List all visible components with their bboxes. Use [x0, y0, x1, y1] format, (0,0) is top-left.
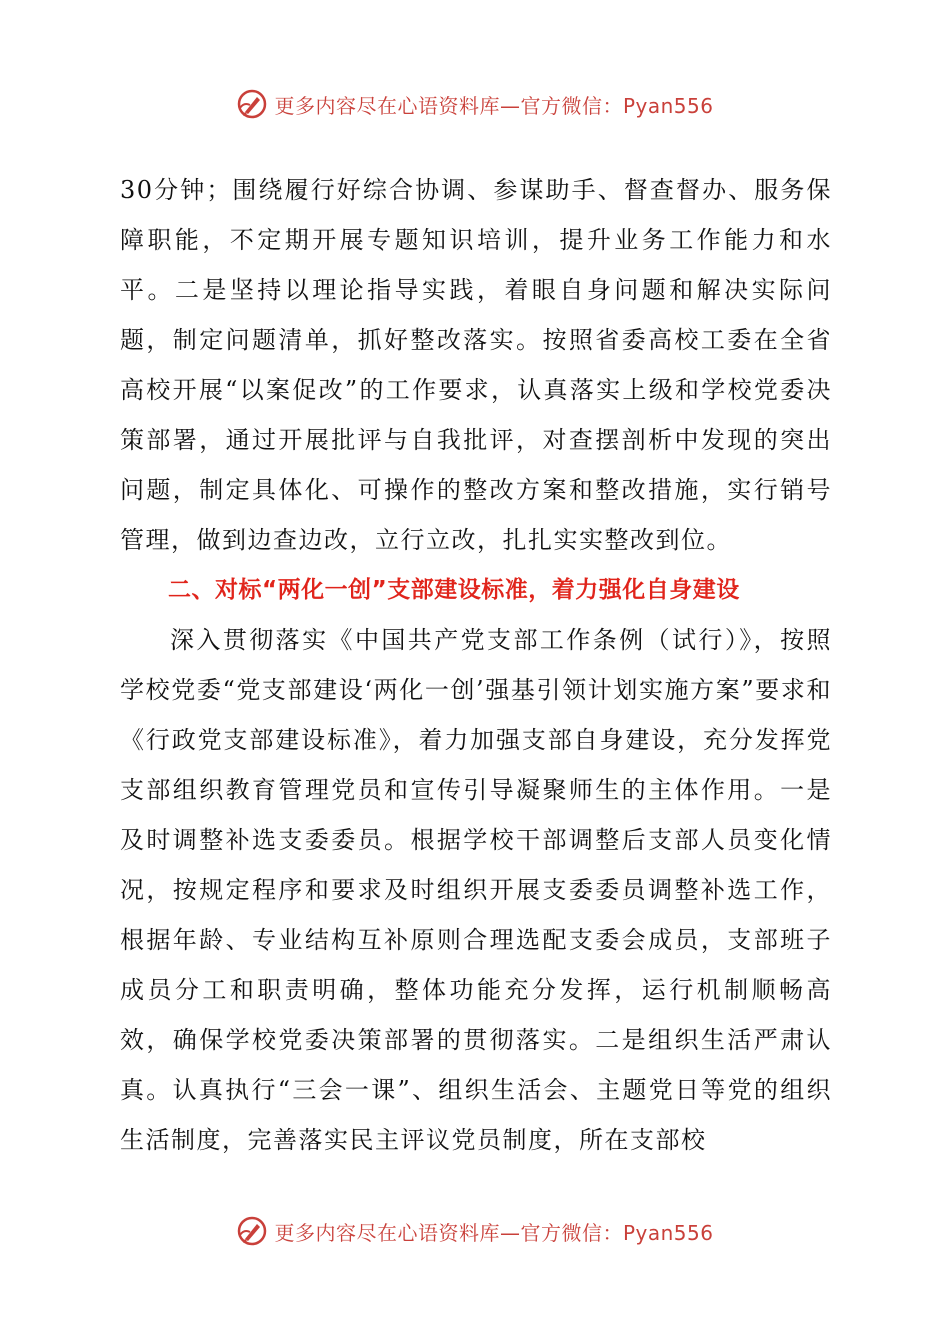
paragraph-1: 30分钟；围绕履行好综合协调、参谋助手、督查督办、服务保障职能，不定期开展专题知识培训，提升业务工作能力和水平。二是坚持以理论指导实践，着眼自身问题和解决实际问题，制定问题清单，抓好整改落实。按照省委高校工委在全省高校开展“以案促改”的工作要求，认真落实上级和学校党委决策部署，通过开展批评与自我批评，对查摆剖析中发现的突出问题，制定具体化、可操作的整改方案和整改措施，实行销号管理，做到边查边改，立行立改，扎扎实实整改到位。: [120, 176, 832, 554]
header-watermark: [0, 84, 950, 124]
footer-watermark-text: 更多内容尽在心语资料库—官方微信：Pyan556: [274, 1220, 714, 1245]
header-watermark-text: 更多内容尽在心语资料库—官方微信：Pyan556: [274, 93, 714, 118]
paragraph-2: 深入贯彻落实《中国共产党支部工作条例（试行）》，按照学校党委“党支部建设‘两化一创’强基引领计划实施方案”要求和《行政党支部建设标准》，着力加强支部自身建设，充分发挥党支部组织教育管理党员和宣传引导凝聚师生的主体作用。一是及时调整补选支委委员。根据学校干部调整后支部人员变化情况，按规定程序和要求及时组织开展支委委员调整补选工作，根据年龄、专业结构互补原则合理选配支委会成员，支部班子成员分工和职责明确，整体功能充分发挥，运行机制顺畅高效，确保学校党委决策部署的贯彻落实。二是组织生活严肃认真。认真执行“三会一课”、组织生活会、主题党日等党的组织生活制度，完善落实民主评议党员制度，所在支部校: [120, 626, 832, 1154]
pen-nib-logo-icon: [236, 88, 268, 120]
section-heading-2: 二、对标“两化一创”支部建设标准，着力强化自身建设: [168, 577, 740, 603]
document-body: [120, 165, 832, 1165]
pen-nib-logo-icon: [236, 1215, 268, 1247]
footer-watermark: [0, 1211, 950, 1251]
